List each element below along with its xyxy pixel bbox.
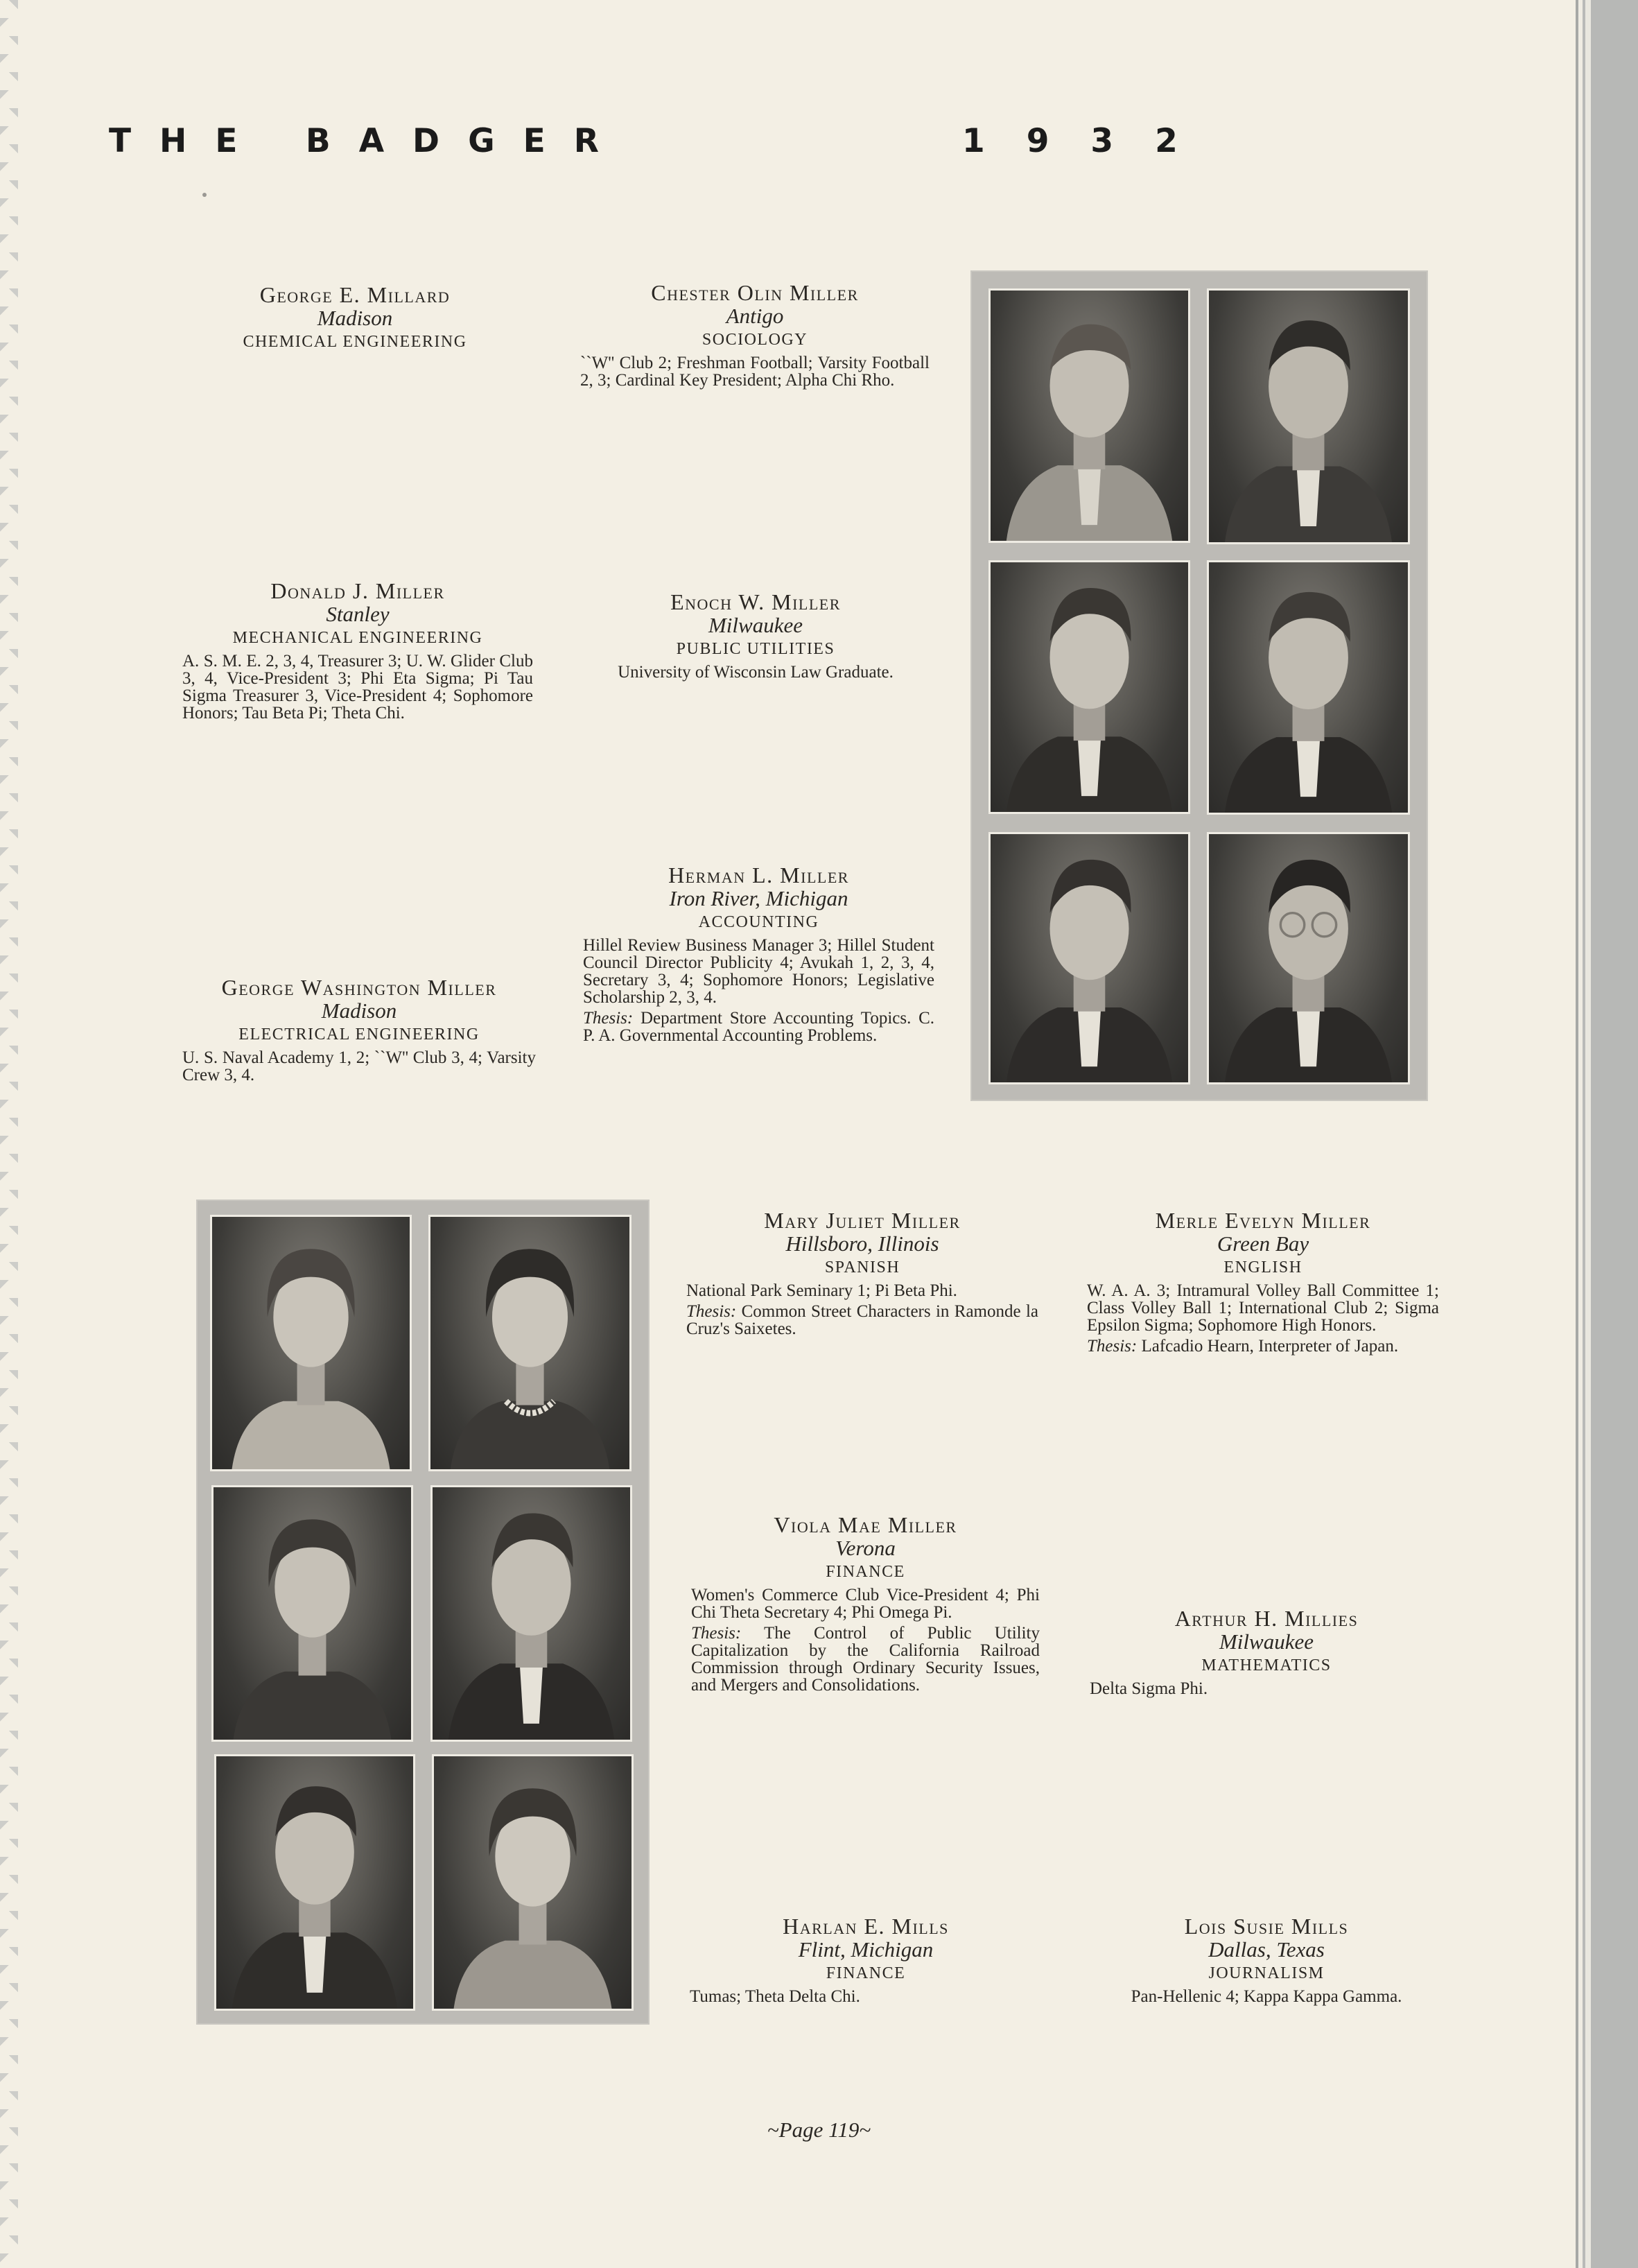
student-hometown: Green Bay: [1217, 1231, 1309, 1256]
student-name: George E. Millard: [259, 282, 451, 307]
student-department: ELECTRICAL ENGINEERING: [238, 1025, 480, 1044]
student-activities: University of Wisconsin Law Graduate.: [618, 663, 894, 682]
portrait-panel-lower: [196, 1200, 650, 2025]
student-entry-chester-olin-miller: [580, 281, 930, 389]
student-activities: Pan-Hellenic 4; Kappa Kappa Gamma.: [1131, 1987, 1402, 2006]
student-department: PUBLIC UTILITIES: [676, 640, 835, 658]
student-hometown: Verona: [835, 1536, 896, 1560]
portrait-harlan-e-mills: [214, 1754, 415, 2011]
student-hometown: Milwaukee: [708, 613, 803, 637]
student-entry-lois-susie-mills: [1090, 1914, 1443, 2005]
portrait-mary-juliet-miller: [210, 1215, 412, 1471]
student-entry-george-e-millard: [179, 283, 531, 354]
student-department: SOCIOLOGY: [702, 331, 808, 349]
student-thesis: [686, 1303, 1038, 1338]
student-activities: Tumas; Theta Delta Chi.: [690, 1987, 860, 2006]
portrait-chester-olin-miller: [988, 288, 1190, 543]
paper-speck: [202, 193, 207, 197]
thesis-label: Thesis:: [686, 1302, 737, 1321]
student-activities: Hillel Review Business Manager 3; Hillel Student Council Director Publicity 4; Avukah 1, 2, 3, 4, Secretary 3, 4; Sophomore Honors; Legislative Scholarship 2, 3, 4.: [583, 936, 934, 1007]
student-name: Merle Evelyn Miller: [1155, 1208, 1371, 1233]
student-thesis: [1087, 1338, 1439, 1355]
student-department: MATHEMATICS: [1201, 1656, 1332, 1674]
thesis-text: The Control of Public Utility Capitalization by the California Railroad Commission through Ordinary Security Issues, and Mergers and Consolidations.: [691, 1624, 1040, 1695]
student-thesis: [583, 1010, 934, 1044]
student-entry-viola-mae-miller: [691, 1513, 1040, 1694]
student-entry-george-washington-miller: [182, 976, 536, 1084]
student-entry-merle-evelyn-miller: [1087, 1209, 1439, 1355]
portrait-lois-susie-mills: [432, 1754, 634, 2011]
student-department: ACCOUNTING: [698, 913, 819, 931]
yearbook-title: THE BADGER: [109, 122, 627, 160]
student-name: Chester Olin Miller: [651, 280, 859, 305]
student-department: FINANCE: [826, 1563, 905, 1581]
portrait-herman-l-miller: [988, 832, 1190, 1084]
student-name: George Washington Miller: [221, 975, 497, 1000]
student-department: CHEMICAL ENGINEERING: [243, 333, 467, 351]
student-entry-mary-juliet-miller: [686, 1209, 1038, 1338]
portrait-panel-upper: [970, 270, 1428, 1101]
thesis-label: Thesis:: [1087, 1337, 1138, 1356]
portrait-george-washington-miller: [1207, 832, 1410, 1084]
student-hometown: Hillsboro, Illinois: [785, 1231, 939, 1256]
student-activities: A. S. M. E. 2, 3, 4, Treasurer 3; U. W. Glider Club 3, 4, Vice-President 3; Phi Eta Sigma; Pi Tau Sigma Treasurer 3, Vice-President 4; Sophomore Honors; Tau Beta Pi; Theta Chi.: [182, 652, 533, 722]
student-department: ENGLISH: [1223, 1258, 1302, 1276]
student-entry-arthur-h-millies: [1090, 1607, 1443, 1697]
portrait-viola-mae-miller: [211, 1485, 413, 1742]
thesis-text: Common Street Characters in Ramonde la Cruz's Saixetes.: [686, 1302, 1038, 1338]
student-name: Mary Juliet Miller: [764, 1208, 961, 1233]
student-department: FINANCE: [826, 1964, 906, 1982]
portrait-enoch-w-miller: [988, 560, 1190, 814]
student-department: MECHANICAL ENGINEERING: [232, 629, 483, 647]
student-hometown: Dallas, Texas: [1208, 1937, 1325, 1962]
student-name: Donald J. Miller: [270, 578, 445, 603]
student-hometown: Flint, Michigan: [798, 1937, 934, 1962]
student-name: Enoch W. Miller: [670, 589, 841, 614]
student-name: Viola Mae Miller: [774, 1512, 957, 1537]
student-hometown: Milwaukee: [1219, 1629, 1314, 1654]
student-name: Arthur H. Millies: [1174, 1606, 1359, 1631]
student-name: Lois Susie Mills: [1184, 1914, 1349, 1939]
thesis-label: Thesis:: [583, 1009, 634, 1028]
thesis-text: Lafcadio Hearn, Interpreter of Japan.: [1141, 1337, 1399, 1356]
student-activities: U. S. Naval Academy 1, 2; ``W'' Club 3, 4; Varsity Crew 3, 4.: [182, 1048, 536, 1084]
portrait-merle-evelyn-miller: [428, 1215, 631, 1471]
student-department: SPANISH: [824, 1258, 900, 1276]
student-activities: Delta Sigma Phi.: [1090, 1679, 1208, 1698]
yearbook-year: 1932: [962, 122, 1219, 160]
student-hometown: Iron River, Michigan: [669, 886, 848, 910]
student-activities: ``W'' Club 2; Freshman Football; Varsity Football 2, 3; Cardinal Key President; Alpha Chi Rho.: [580, 354, 930, 390]
thesis-text: Department Store Accounting Topics. C. P. A. Governmental Accounting Problems.: [583, 1009, 935, 1045]
student-name: Harlan E. Mills: [783, 1914, 949, 1939]
portrait-donald-j-miller: [1207, 560, 1410, 815]
student-name: Herman L. Miller: [668, 863, 849, 888]
left-decorative-border: [0, 0, 18, 2268]
student-hometown: Madison: [321, 998, 397, 1023]
student-entry-harlan-e-mills: [690, 1914, 1042, 2005]
portrait-george-e-millard: [1207, 288, 1410, 544]
student-entry-enoch-w-miller: [579, 590, 932, 681]
student-hometown: Stanley: [326, 602, 390, 626]
student-department: JOURNALISM: [1208, 1964, 1325, 1982]
student-entry-herman-l-miller: [583, 863, 934, 1044]
page-number: ~Page 119~: [767, 2118, 871, 2142]
thesis-label: Thesis:: [691, 1624, 742, 1643]
student-activities: Women's Commerce Club Vice-President 4; Phi Chi Theta Secretary 4; Phi Omega Pi.: [691, 1586, 1040, 1622]
student-activities: W. A. A. 3; Intramural Volley Ball Committee 1; Class Volley Ball 1; International Club 2; Sigma Epsilon Sigma; Sophomore High Honors.: [1087, 1281, 1439, 1335]
student-hometown: Madison: [317, 306, 393, 330]
student-hometown: Antigo: [726, 304, 784, 328]
student-activities: National Park Seminary 1; Pi Beta Phi.: [686, 1281, 957, 1300]
portrait-arthur-h-millies: [430, 1485, 632, 1742]
right-decorative-border: [1560, 0, 1638, 2268]
student-entry-donald-j-miller: [182, 579, 533, 722]
student-thesis: [691, 1625, 1040, 1694]
